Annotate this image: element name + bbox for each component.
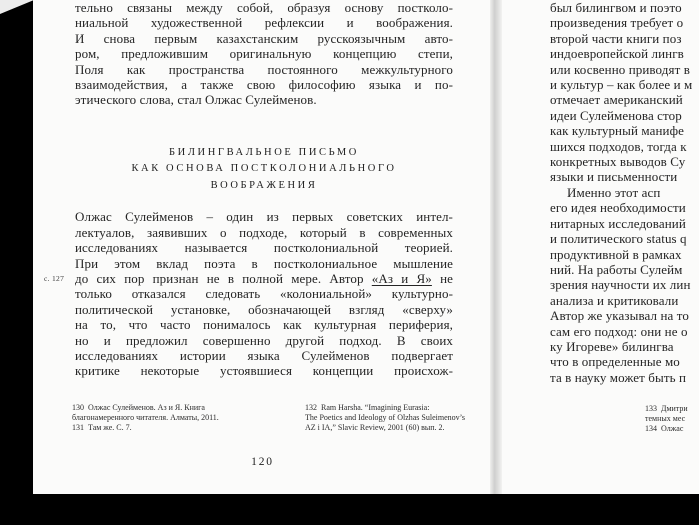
text-line: нитарных исследований [550, 215, 686, 231]
margin-page-reference: с. 127 [44, 274, 65, 283]
paragraph-main [75, 209, 453, 378]
text-line: Олжас Сулейменов – один из первых советских интел- [75, 209, 453, 225]
paragraph-part-before [75, 209, 453, 271]
text-line: языки и письменности [550, 169, 678, 185]
text-line: Именно этот асп [567, 184, 661, 200]
footnote-column-1 [72, 403, 272, 433]
text-line: или косвенно приводят в [550, 61, 690, 77]
right-page [502, 0, 699, 494]
text-line: ром, предложившим оригинальную концепцию степи, [75, 46, 453, 62]
text-line: сам его подход: они не о [550, 323, 688, 339]
text-line: индоевропейской лингв [550, 46, 684, 62]
text-line: его идея необходимости [550, 200, 686, 216]
text-line: и политического status q [550, 231, 687, 247]
text-line: зрения научности их лин [550, 277, 691, 293]
right-text-column [550, 0, 699, 385]
text-line: был билингвом и поэто [550, 0, 682, 15]
footnote-line: темных мес [645, 414, 686, 423]
text-line: та в науку может быть п [550, 369, 687, 385]
footnote-line: 134 Олжас [645, 424, 684, 433]
text-line: При этом вклад поэта в постколониальное мышление [75, 255, 453, 271]
left-text-column [75, 0, 453, 379]
text-line: тельно связаны между собой, образуя основу постколо- [75, 0, 453, 15]
text-line: ний. На работы Сулейм [550, 261, 683, 277]
page-number: 120 [251, 456, 274, 468]
text-line: анализа и критиковали [550, 292, 679, 308]
text-line: Поля как пространства постоянного межкультурного [75, 61, 453, 77]
text-segment: не [431, 270, 453, 286]
text-line: только отказался следовать «колониальной» культурно- [75, 286, 453, 302]
section-heading [75, 145, 453, 195]
footnote-column-2 [305, 403, 495, 433]
text-line: ниальной художественной рефлексии и воображения. [75, 15, 453, 31]
footnote-line: 130 Олжас Сулейменов. Аз и Я. Книга [72, 403, 205, 412]
footnote-line: 132 Ram Harsha. “Imagining Eurasia: [305, 403, 430, 412]
text-line: взаимодействия, а также свою философию языка и по- [75, 77, 453, 93]
text-line: продуктивной в рамках [550, 246, 682, 262]
heading-line: БИЛИНГВАЛЬНОЕ ПИСЬМО [169, 146, 359, 158]
right-footnotes [645, 404, 699, 434]
text-line: произведения требует о [550, 15, 684, 31]
text-line: второй части книги поз [550, 30, 682, 46]
footnote-line: благонамеренного читателя. Алматы, 2011. [72, 413, 219, 422]
footnote-line: 131 Там же. С. 7. [72, 423, 132, 432]
text-line: критике некоторые устоявшиеся концепции происхож- [75, 363, 453, 379]
text-line: шихся подходов, тогда к [550, 138, 687, 154]
photo-black-border [0, 494, 699, 525]
text-line: Автор же указывал на то [550, 308, 689, 324]
text-line: как культурный манифе [550, 123, 684, 139]
text-line: политической установке, обозначающей взгляд «сверху» [75, 301, 453, 317]
page-corner-sliver [0, 0, 34, 14]
page-gutter [490, 0, 502, 494]
text-line: И снова первым казахстанским русскоязычным авто- [75, 30, 453, 46]
heading-line: КАК ОСНОВА ПОСТКОЛОНИАЛЬНОГО [131, 163, 397, 175]
text-line: идеи Сулейменова стор [550, 107, 682, 123]
text-line: лектуалов, заявивших о подходе, который в современных [75, 224, 453, 240]
text-segment: до сих пор признан не в полной мере. Автор [75, 270, 372, 286]
text-line: на то, что часто понималось как культурная периферия, [75, 317, 453, 333]
footnote-line: The Poetics and Ideology of Olzhas Suleimenov’s [305, 413, 465, 422]
paragraph-continuation [75, 0, 453, 108]
left-page [33, 0, 492, 494]
text-line: отмечает американский [550, 92, 683, 108]
footnote-line: 133 Дмитри [645, 404, 688, 413]
text-line: ку Игореве» билингва [550, 338, 674, 354]
text-line: и культур – как более и м [550, 77, 693, 93]
text-line: что в определенные мо [550, 354, 680, 370]
text-line-with-reference [75, 271, 453, 286]
text-line: исследованиях называется постколониальной теорией. [75, 240, 453, 256]
text-line: исследованиях истории языка Сулейменов подвергает [75, 348, 453, 363]
heading-line: ВООБРАЖЕНИЯ [210, 179, 318, 191]
text-line: этического слова, стал Олжас Сулейменов. [75, 92, 317, 108]
paragraph-part-after [75, 286, 453, 378]
az-i-ya-reference: «Аз и Я» [371, 270, 432, 286]
text-line: конкретных выводов Су [550, 154, 686, 170]
text-line: но и предложил совершенно другой подход. В своих [75, 332, 453, 348]
footnote-line: AZ i IA,” Slavic Review, 2001 (60) вып. 2. [305, 423, 445, 432]
